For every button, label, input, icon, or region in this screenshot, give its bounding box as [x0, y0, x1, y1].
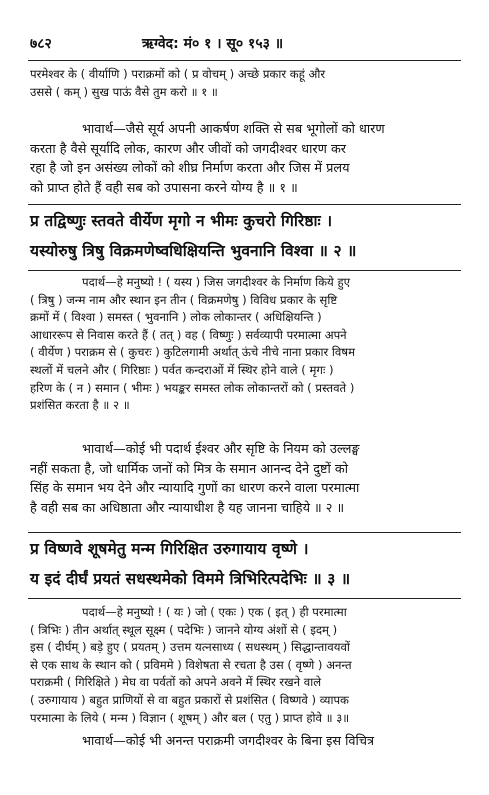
header-rule — [28, 60, 461, 61]
mantra-line: यस्योरुषु त्रिषु विक्रमणेष्वधिक्षियन्ति भुवनानि विश्वा ॥ २ ॥ — [30, 242, 357, 260]
section-rule — [28, 532, 461, 533]
bhavarth-2 — [30, 440, 463, 518]
mantra-line: प्र विष्णवे शूषमेतु मन्म गिरिक्षित उरुगायाय वृष्णे । — [30, 540, 309, 558]
padarth-2 — [30, 274, 463, 415]
bhavarth-1 — [30, 120, 463, 198]
text-line: स्थलों में चलने और ( गिरिष्ठाः ) पर्वत कन्दराओं में स्थिर होने वाले ( मृगः ) — [30, 362, 334, 377]
section-rule — [28, 270, 461, 271]
running-title: ऋग्वेद: मं० १ । सू० १५३ ॥ — [142, 36, 284, 52]
text-line: भावार्थ—कोई भी पदार्थ ईश्वर और सृष्टि के नियम को उल्लङ्घ — [82, 442, 360, 457]
text-line: सिंह के समान भय देने और न्यायादि गुणों का धारण करने वाला परमात्मा — [30, 481, 360, 497]
continuation-text — [30, 66, 463, 101]
section-rule — [28, 598, 461, 599]
mantra-3 — [30, 534, 463, 594]
page-header — [30, 34, 461, 58]
text-line: ( वीर्येण ) पराक्रम से ( कुचरः ) कुटिलगामी अर्थात् ऊंचे नीचे नाना प्रकार विषम — [30, 345, 356, 360]
text-line: पदार्थ—हे मनुष्यो ! ( यस्य ) जिस जगदीश्वर के निर्माण किये हुए — [82, 275, 351, 289]
text-line: से एक साथ के स्थान को ( प्रविममे ) विशेषता से रचता है उस ( वृष्णे ) अनन्त — [30, 657, 352, 672]
section-rule — [28, 204, 461, 205]
text-line: क्रमों में ( विश्वा ) समस्त ( भुवनानि ) लोक लोकान्तर ( अधिक्षियन्ति ) — [30, 310, 322, 325]
mantra-2 — [30, 206, 463, 266]
text-line: ( उरुगायाय ) बहुत प्राणियों से वा बहुत प्रकारों से प्रशंसित ( विष्णवे ) व्यापक — [30, 692, 349, 707]
text-line: ( त्रिषु ) जन्म नाम और स्थान इन तीन ( विक्रमणेषु ) विविध प्रकार के सृष्टि — [30, 292, 338, 307]
text-line: भावार्थ—जैसे सूर्य अपनी आकर्षण शक्ति से सब भूगोलों को धारण — [82, 122, 385, 137]
mantra-line: प्र तद्विष्णुः स्तवते वीर्येण मृगो न भीमः कुचरो गिरिष्ठाः । — [30, 212, 333, 230]
bhavarth-3 — [30, 732, 463, 752]
text-line: रहा है जो इन असंख्य लोकों को शीघ्र निर्माण करता और जिस में प्रलय — [30, 161, 350, 177]
text-line: पराक्रमी ( गिरिक्षिते ) मेघ वा पर्वतों को अपने अवने में स्थिर रखने वाले — [30, 675, 322, 690]
text-line: हरिण के ( न ) समान ( भीमः ) भयङ्कर समस्त लोक लोकान्तरों को ( प्रस्तवते ) — [30, 380, 355, 395]
text-line: नहीं सकता है, जो धार्मिक जनों को मित्र के समान आनन्द देने दुष्टों को — [30, 461, 349, 477]
page-number: ७८२ — [30, 36, 52, 52]
text-line: करता है वैसे सूर्यादि लोक, कारण और जीवों को जगदीश्वर धारण कर — [30, 141, 347, 157]
text-line: प्रशंसित करता है ॥ २ ॥ — [30, 398, 130, 413]
mantra-line: य इदं दीर्घं प्रयतं सधस्थमेको विममे त्रिभिरित्पदेभिः ॥ ३ ॥ — [30, 570, 351, 588]
padarth-3 — [30, 604, 463, 727]
text-line: आधाररूप से निवास करते हैं ( तत् ) वह ( विष्णुः ) सर्वव्यापी परमात्मा अपने — [30, 327, 347, 342]
text-line: को प्राप्त होते हैं वही सब को उपासना करने योग्य है ॥ १ ॥ — [30, 180, 298, 196]
text-line: भावार्थ—कोई भी अनन्त पराक्रमी जगदीश्वर के बिना इस विचित्र — [82, 734, 375, 749]
text-line: ( त्रिभिः ) तीन अर्थात् स्थूल सूक्ष्म ( पदेभिः ) जानने योग्य अंशों से ( इदम् ) — [30, 622, 338, 637]
text-line: पदार्थ—हे मनुष्यो ! ( यः ) जो ( एकः ) एक ( इत् ) ही परमात्मा — [82, 605, 347, 619]
text-line: उससे ( कम् ) सुख पाऊं वैसे तुम करो ॥ १ ॥ — [30, 84, 218, 99]
text-line: इस ( दीर्घम् ) बड़े हुए ( प्रयतम् ) उत्तम यत्नसाध्य ( सधस्थम् ) सिद्धान्तावयवों — [30, 640, 350, 655]
text-line: परमेश्वर के ( वीर्याणि ) पराक्रमों को ( प्र वोचम् ) अच्छे प्रकार कहूं और — [30, 67, 326, 81]
text-line: है वही सब का अधिष्ठाता और न्यायाधीश है यह जानना चाहिये ॥ २ ॥ — [30, 500, 345, 516]
text-line: परमात्मा के लिये ( मन्म ) विज्ञान ( शूषम् ) और बल ( एतु ) प्राप्त होवे ॥ ३॥ — [30, 710, 350, 725]
